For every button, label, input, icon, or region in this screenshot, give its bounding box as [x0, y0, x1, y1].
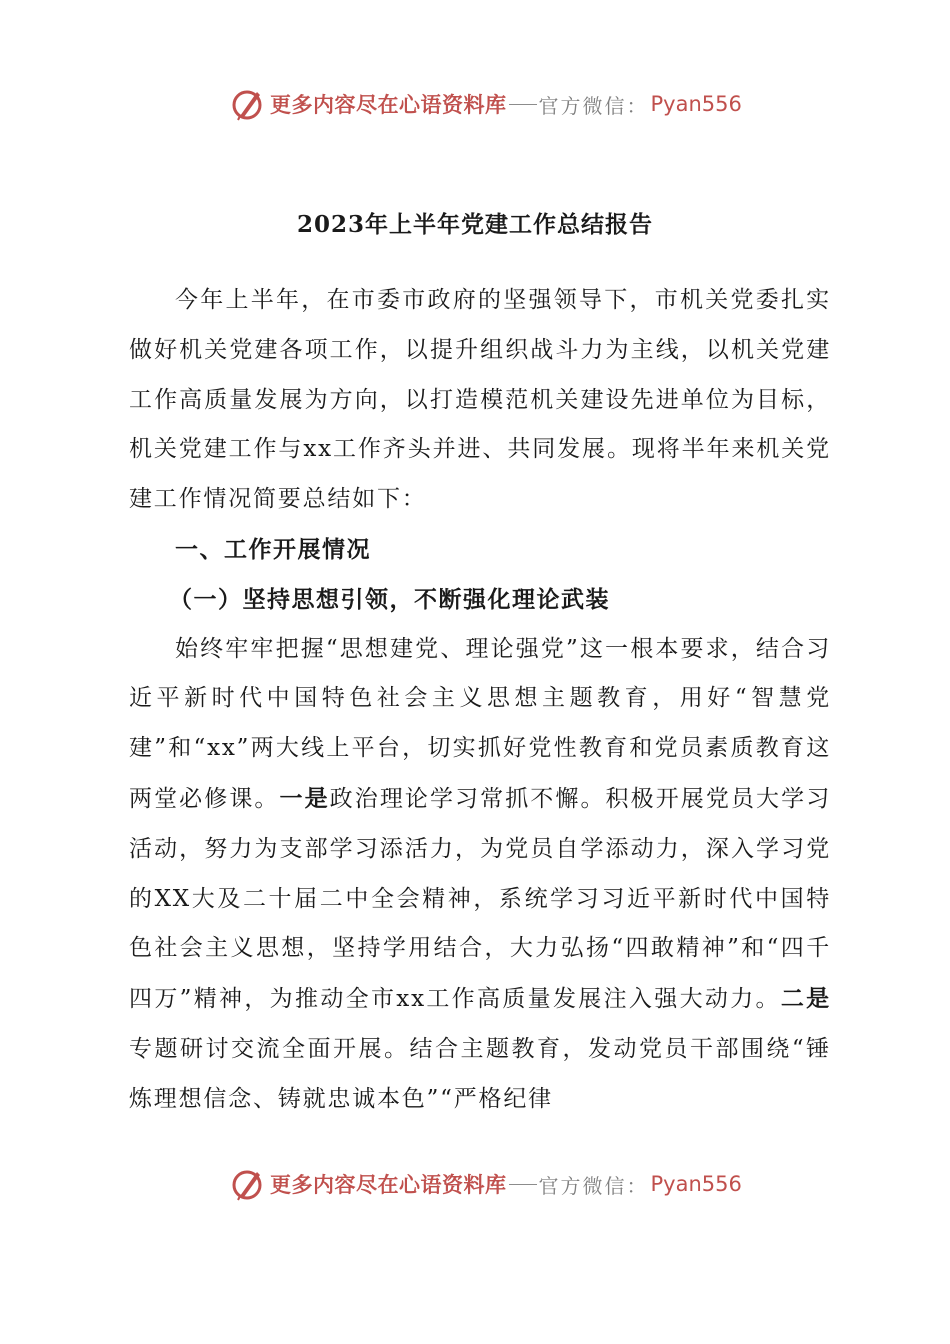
paragraph-text: 专题研讨交流全面开展。结合主题教育，发动党员干部围绕“锤炼理想信念、铸就忠诚本色”“严格纪律	[129, 1035, 831, 1112]
watermark-dash	[509, 1184, 537, 1185]
watermark-banner-top	[230, 82, 742, 126]
watermark-sub-text: 官方微信：	[538, 93, 649, 118]
quill-pen-logo-icon	[230, 1166, 266, 1202]
watermark-dash	[509, 104, 537, 105]
watermark-main-text: 更多内容尽在心语资料库	[270, 92, 507, 117]
watermark-sub-text: 官方微信：	[538, 1173, 649, 1198]
bold-marker-first: 一是	[279, 784, 330, 812]
watermark-wechat-id: Pyan556	[650, 92, 742, 116]
quill-pen-logo-icon	[230, 86, 266, 122]
body-paragraph	[129, 625, 831, 1125]
document-body	[129, 276, 831, 1125]
section-heading: 一、工作开展情况	[175, 535, 371, 563]
watermark-wechat-id: Pyan556	[650, 1172, 742, 1196]
subsection-heading: （一）坚持思想引领，不断强化理论武装	[169, 585, 610, 613]
bold-marker-second: 二是	[780, 985, 831, 1013]
watermark-banner-bottom	[230, 1162, 742, 1206]
paragraph-text: 政治理论学习常抓不懈。积极开展党员大学习活动，努力为支部学习添活力，为党员自学添动力，深入学习党的XX大及二十届二中全会精神，系统学习习近平新时代中国特色社会主义思想，坚持学用结合，大力弘扬“四敢精神”和“四千四万”精神，为推动全市xx工作高质量发展注入强大动力。	[129, 785, 831, 1013]
paragraph-text: 始终牢牢把握“思想建党、理论强党”这一根本要求，结合习近平新时代中国特色社会主义思想主题教育，用好“智慧党建”和“xx”两大线上平台，切实抓好党性教育和党员素质教育这两堂必修课。	[129, 635, 831, 812]
watermark-main-text: 更多内容尽在心语资料库	[270, 1172, 507, 1197]
intro-paragraph: 今年上半年，在市委市政府的坚强领导下，市机关党委扎实做好机关党建各项工作，以提升组织战斗力为主线，以机关党建工作高质量发展为方向，以打造模范机关建设先进单位为目标，机关党建工作与xx工作齐头并进、共同发展。现将半年来机关党建工作情况简要总结如下：	[129, 287, 831, 513]
document-title: 2023年上半年党建工作总结报告	[296, 211, 653, 238]
